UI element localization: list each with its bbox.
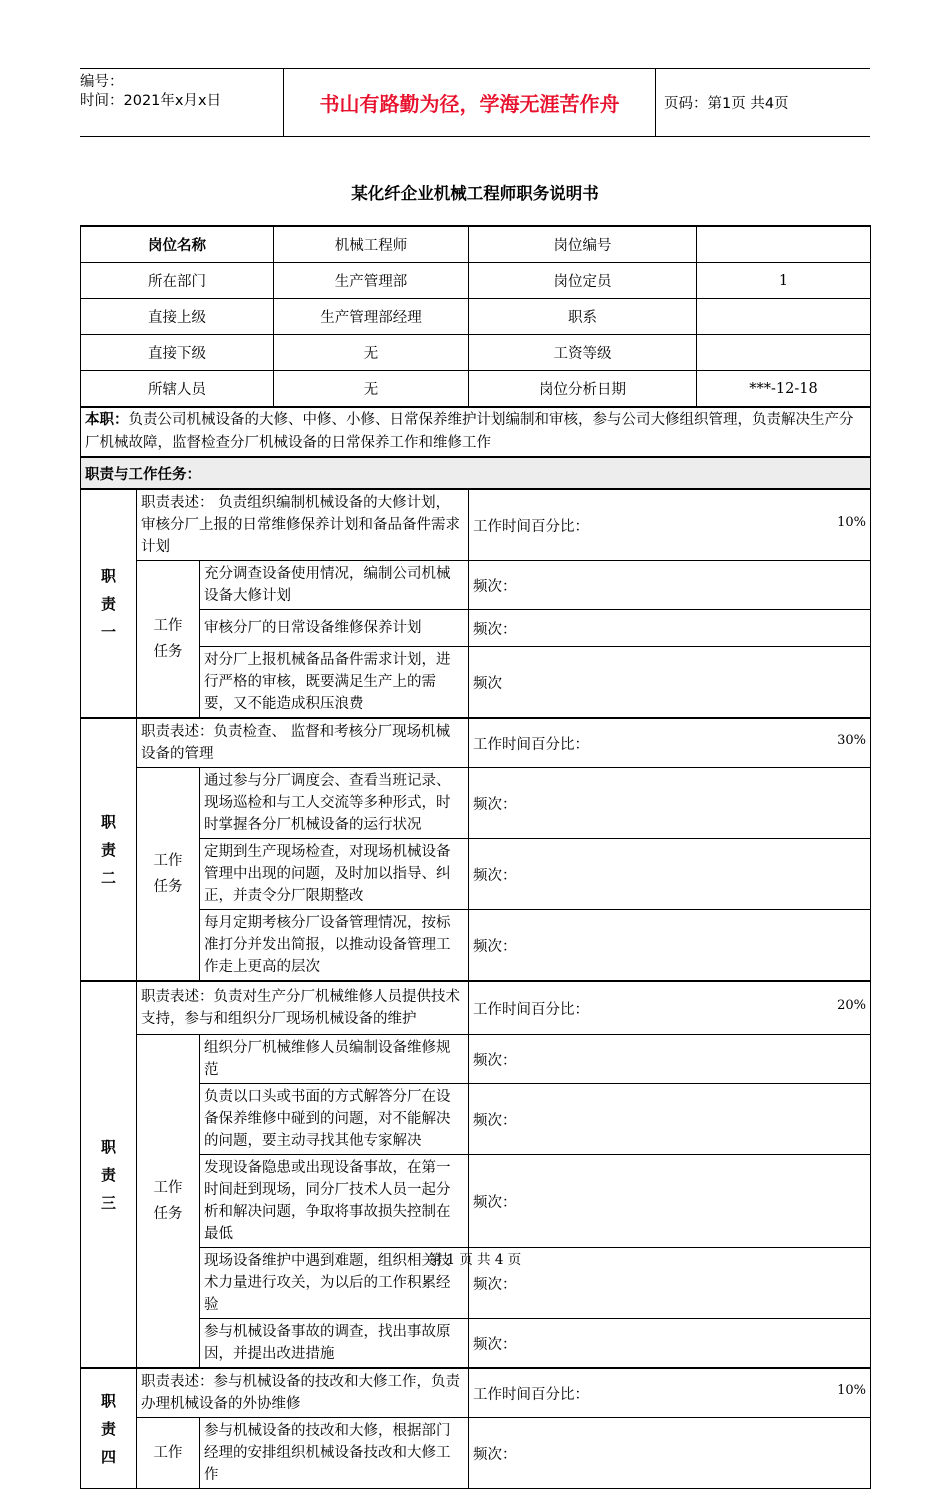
info-value: 无 — [274, 335, 469, 371]
responsibility-desc-row — [81, 489, 871, 561]
responsibility-desc-row — [81, 718, 871, 768]
info-value: 无 — [274, 371, 469, 408]
time-percentage — [469, 489, 871, 561]
pct-label: 工作时间百分比： — [473, 1386, 590, 1403]
task-text: 充分调查设备使用情况，编制公司机械设备大修计划 — [200, 561, 469, 610]
pct-label: 工作时间百分比： — [473, 1001, 590, 1018]
document-title: 某化纤企业机械工程师职务说明书 — [351, 184, 599, 203]
pct-value: 10% — [837, 1382, 867, 1398]
task-text: 参与机械设备事故的调查，找出事故原因，并提出改进措施 — [200, 1319, 469, 1369]
task-label: 工作 任务 — [137, 561, 200, 719]
info-key: 所在部门 — [81, 263, 274, 299]
task-row — [81, 839, 871, 910]
task-row — [81, 768, 871, 839]
task-frequency: 频次： — [469, 1319, 871, 1369]
responsibility-desc: 职责表述：参与机械设备的技改和大修工作，负责办理机械设备的外协维修 — [137, 1368, 469, 1418]
task-label: 工作 任务 — [137, 1035, 200, 1369]
info-row — [81, 335, 871, 371]
task-frequency: 频次： — [469, 610, 871, 647]
task-text: 组织分厂机械维修人员编制设备维修规范 — [200, 1035, 469, 1084]
info-row — [81, 371, 871, 408]
task-text: 定期到生产现场检查，对现场机械设备管理中出现的问题，及时加以指导、纠正，并责令分厂限期整改 — [200, 839, 469, 910]
info-key: 岗位定员 — [469, 263, 697, 299]
task-text: 每月定期考核分厂设备管理情况，按标准打分并发出简报，以推动设备管理工作走上更高的层次 — [200, 910, 469, 982]
task-text: 参与机械设备的技改和大修，根据部门经理的安排组织机械设备技改和大修工作 — [200, 1418, 469, 1489]
info-row — [81, 263, 871, 299]
info-row — [81, 299, 871, 335]
info-key: 岗位名称 — [81, 226, 274, 263]
task-row — [81, 647, 871, 719]
task-frequency: 频次： — [469, 1084, 871, 1155]
info-value: 机械工程师 — [274, 226, 469, 263]
time-percentage — [469, 981, 871, 1035]
responsibility-label: 职 责 三 — [81, 981, 137, 1368]
task-row — [81, 1418, 871, 1489]
pct-value: 20% — [837, 997, 867, 1013]
number-label: 编号： — [80, 74, 124, 90]
responsibility-label: 职 责 四 — [81, 1368, 137, 1489]
task-row — [81, 1155, 871, 1248]
info-key: 岗位编号 — [469, 226, 697, 263]
pct-value: 10% — [837, 514, 867, 530]
task-row — [81, 1084, 871, 1155]
time-percentage — [469, 1368, 871, 1418]
date-label: 时间：2021年x月x日 — [80, 93, 222, 109]
time-percentage — [469, 718, 871, 768]
task-text: 审核分厂的日常设备维修保养计划 — [200, 610, 469, 647]
responsibility-label: 职 责 一 — [81, 489, 137, 718]
pct-label: 工作时间百分比： — [473, 518, 590, 535]
info-key: 直接下级 — [81, 335, 274, 371]
task-frequency: 频次： — [469, 1248, 871, 1319]
responsibility-desc-row — [81, 1368, 871, 1418]
responsibility-desc: 职责表述：负责检查、 监督和考核分厂现场机械设备的管理 — [137, 718, 469, 768]
responsibility-desc: 职责表述： 负责组织编制机械设备的大修计划，审核分厂上报的日常维修保养计划和备品备件需求计划 — [137, 489, 469, 561]
task-frequency: 频次： — [469, 839, 871, 910]
page-header — [80, 68, 870, 137]
pct-value: 30% — [837, 732, 867, 748]
responsibility-desc-row — [81, 981, 871, 1035]
info-value — [697, 226, 871, 263]
header-motto: 书山有路勤为径，学海无涯苦作舟 — [283, 69, 656, 136]
info-key: 工资等级 — [469, 335, 697, 371]
task-frequency: 频次： — [469, 1155, 871, 1248]
section-label: 职责与工作任务： — [81, 457, 871, 489]
info-value — [697, 335, 871, 371]
task-text: 负责以口头或书面的方式解答分厂在设备保养维修中碰到的问题，对不能解决的问题，要主动寻找其他专家解决 — [200, 1084, 469, 1155]
task-frequency: 频次： — [469, 561, 871, 610]
task-row — [81, 610, 871, 647]
duty-label: 本职： — [85, 412, 129, 428]
task-text: 对分厂上报机械备品备件需求计划，进行严格的审核，既要满足生产上的需要，又不能造成积压浪费 — [200, 647, 469, 719]
header-meta — [80, 69, 283, 140]
task-row — [81, 910, 871, 982]
task-frequency: 频次 — [469, 647, 871, 719]
section-header — [81, 457, 871, 489]
task-row — [81, 1035, 871, 1084]
info-value — [697, 299, 871, 335]
info-key: 岗位分析日期 — [469, 371, 697, 408]
responsibility-label: 职 责 二 — [81, 718, 137, 981]
pct-label: 工作时间百分比： — [473, 736, 590, 753]
info-value: 1 — [697, 263, 871, 299]
task-label: 工作 — [137, 1418, 200, 1489]
duty-row — [81, 407, 871, 457]
info-value: ***-12-18 — [697, 371, 871, 408]
info-key: 所辖人员 — [81, 371, 274, 408]
responsibility-desc: 职责表述：负责对生产分厂机械维修人员提供技术支持，参与和组织分厂现场机械设备的维护 — [137, 981, 469, 1035]
job-description-table — [80, 225, 871, 1489]
task-label: 工作 任务 — [137, 768, 200, 982]
task-frequency: 频次： — [469, 768, 871, 839]
task-frequency: 频次： — [469, 1035, 871, 1084]
info-key: 直接上级 — [81, 299, 274, 335]
task-row — [81, 561, 871, 610]
page-footer: 第 1 页 共 4 页 — [428, 1252, 522, 1268]
task-frequency: 频次： — [469, 910, 871, 982]
task-text: 发现设备隐患或出现设备事故，在第一时间赶到现场，同分厂技术人员一起分析和解决问题，争取将事故损失控制在最低 — [200, 1155, 469, 1248]
task-text: 现场设备维护中遇到难题，组织相关技术力量进行攻关，为以后的工作积累经验 — [200, 1248, 469, 1319]
info-key: 职系 — [469, 299, 697, 335]
info-value: 生产管理部经理 — [274, 299, 469, 335]
duty-text: 负责公司机械设备的大修、中修、小修、日常保养维护计划编制和审核，参与公司大修组织管理，负责解决生产分厂机械故障，监督检查分厂机械设备的日常保养工作和维修工作 — [85, 412, 854, 451]
info-row — [81, 226, 871, 263]
task-text: 通过参与分厂调度会、查看当班记录、现场巡检和与工人交流等多种形式，时时掌握各分厂机械设备的运行状况 — [200, 768, 469, 839]
task-row — [81, 1319, 871, 1369]
info-value: 生产管理部 — [274, 263, 469, 299]
header-page-label: 页码：第1页 共4页 — [664, 96, 789, 112]
task-frequency: 频次： — [469, 1418, 871, 1489]
